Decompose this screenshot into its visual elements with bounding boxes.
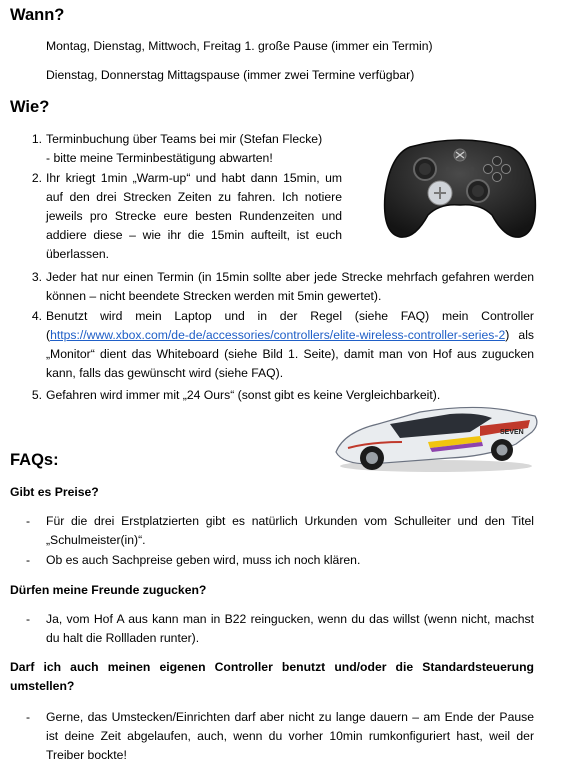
faq-answer-text: Ob es auch Sachpreise geben wird, muss ich noch klären.	[46, 553, 361, 567]
list-number: 5.	[31, 388, 42, 402]
faq-answer-text: Gerne, das Umstecken/Einrichten darf aber nicht zu lange dauern – am Ende der Pause ist deine Zeit abgelaufen, auch, wenn du vorher 10min rumkonfiguriert hast, weil der Treiber bockte!	[46, 710, 534, 762]
faq-answer-text: Ja, vom Hof A aus kann man in B22 reingucken, wenn du das willst (wenn nicht, machst du halt die Rollladen runter).	[46, 612, 534, 645]
race-car-icon	[330, 402, 542, 474]
text-after-link: ) als „Monitor“ dient das Whiteboard (siehe Bild 1. Seite), damit man von Hof aus zugucken kann, falls das gewünscht wird (siehe FAQ).	[46, 328, 534, 380]
list-number: 3.	[31, 270, 42, 284]
faq-question-zugucken: Dürfen meine Freunde zugucken?	[10, 583, 207, 597]
list-number: 4.	[31, 309, 42, 323]
controller-image	[380, 125, 540, 247]
dash-bullet: -	[26, 514, 31, 528]
dash-bullet: -	[26, 710, 31, 724]
car-lettering: SEVEN	[500, 429, 524, 436]
heading-wie: Wie?	[10, 98, 50, 116]
text-before-link: Benutzt wird mein Laptop und in der Regel (siehe FAQ) mein Controller (	[46, 309, 534, 342]
faq-question-preise: Gibt es Preise?	[10, 485, 99, 499]
list-number: 2.	[31, 171, 42, 185]
xbox-controller-icon	[380, 125, 540, 247]
list-text	[46, 130, 342, 168]
list-line: Terminbuchung über Teams bei mir (Stefan Flecke)	[46, 132, 323, 146]
list-number: 1.	[31, 132, 42, 146]
race-car-image	[330, 402, 542, 474]
heading-faqs: FAQs:	[10, 451, 59, 469]
faq-question-controller: Darf ich auch meinen eigenen Controller benutzt und/oder die Standardsteuerung umstellen?	[10, 660, 534, 693]
heading-wann: Wann?	[10, 6, 65, 24]
dash-bullet: -	[26, 612, 31, 626]
list-text	[46, 307, 534, 383]
list-text: Gefahren wird immer mit „24 Ours“ (sonst gibt es keine Vergleichbarkeit).	[46, 388, 441, 402]
schedule-line-2: Dienstag, Donnerstag Mittagspause (immer zwei Termine verfügbar)	[46, 68, 415, 82]
dash-bullet: -	[26, 553, 31, 567]
faq-answer-text: Für die drei Erstplatzierten gibt es natürlich Urkunden vom Schulleiter und den Titel „Schulmeister(in)“.	[46, 514, 534, 547]
list-text: Jeder hat nur einen Termin (in 15min sollte aber jede Strecke mehrfach gefahren werden können – nicht beendete Strecken werden mit 5min gewertet).	[46, 270, 534, 303]
controller-link[interactable]: https://www.xbox.com/de-de/accessories/controllers/elite-wireless-controller-series-2	[50, 328, 506, 342]
list-text: Ihr kriegt 1min „Warm-up“ und habt dann 15min, um auf den drei Strecken Zeiten zu fahren. Ich notiere jeweils pro Strecke eure besten Rundenzeiten und addiere diese – wie ihr die 15min aufteilt, ist euch überlassen.	[46, 171, 342, 261]
list-line: - bitte meine Terminbestätigung abwarten!	[46, 151, 273, 165]
schedule-line-1: Montag, Dienstag, Mittwoch, Freitag 1. große Pause (immer ein Termin)	[46, 39, 433, 53]
